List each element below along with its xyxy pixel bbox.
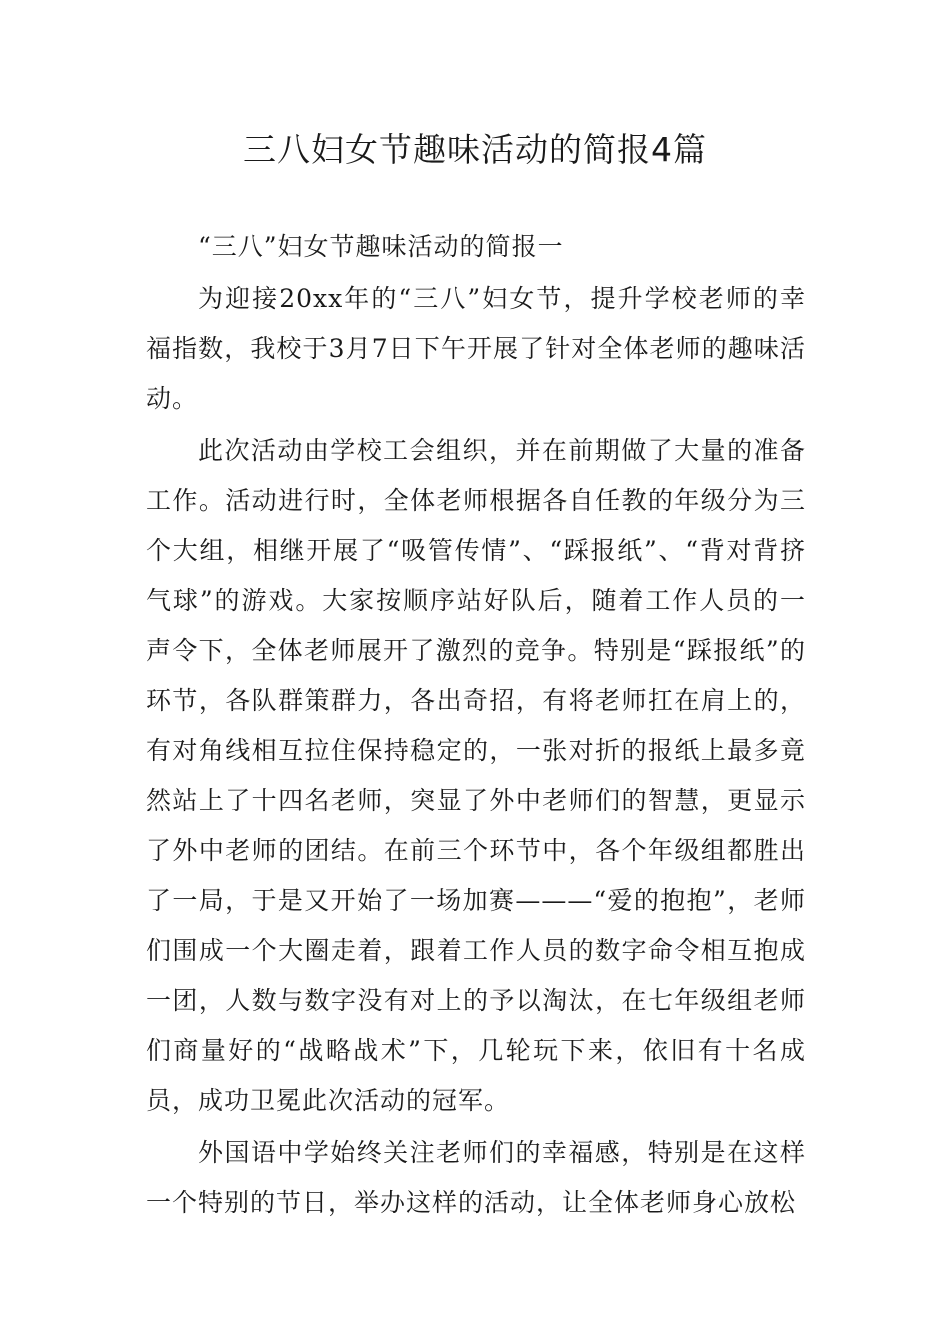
document-body [146, 222, 806, 1228]
paragraph-intro: 为迎接20xx年的“三八”妇女节，提升学校老师的幸福指数，我校于3月7日下午开展了针对全体老师的趣味活动。 [146, 284, 806, 413]
section-heading: “三八”妇女节趣味活动的简报一 [198, 232, 564, 261]
document-title: 三八妇女节趣味活动的简报4篇 [243, 130, 707, 169]
paragraph-closing: 外国语中学始终关注老师们的幸福感，特别是在这样一个特别的节日，举办这样的活动，让全体老师身心放松 [146, 1138, 806, 1217]
paragraph-activity: 此次活动由学校工会组织，并在前期做了大量的准备工作。活动进行时，全体老师根据各自任教的年级分为三个大组，相继开展了“吸管传情”、“踩报纸”、“背对背挤气球”的游戏。大家按顺序站好队后，随着工作人员的一声令下，全体老师展开了激烈的竞争。特别是“踩报纸”的环节，各队群策群力，各出奇招，有将老师扛在肩上的，有对角线相互拉住保持稳定的，一张对折的报纸上最多竟然站上了十四名老师，突显了外中老师们的智慧，更显示了外中老师的团结。在前三个环节中，各个年级组都胜出了一局，于是又开始了一场加赛———“爱的抱抱”，老师们围成一个大圈走着，跟着工作人员的数字命令相互抱成一团，人数与数字没有对上的予以淘汰，在七年级组老师们商量好的“战略战术”下，几轮玩下来，依旧有十名成员，成功卫冕此次活动的冠军。 [146, 436, 806, 1115]
